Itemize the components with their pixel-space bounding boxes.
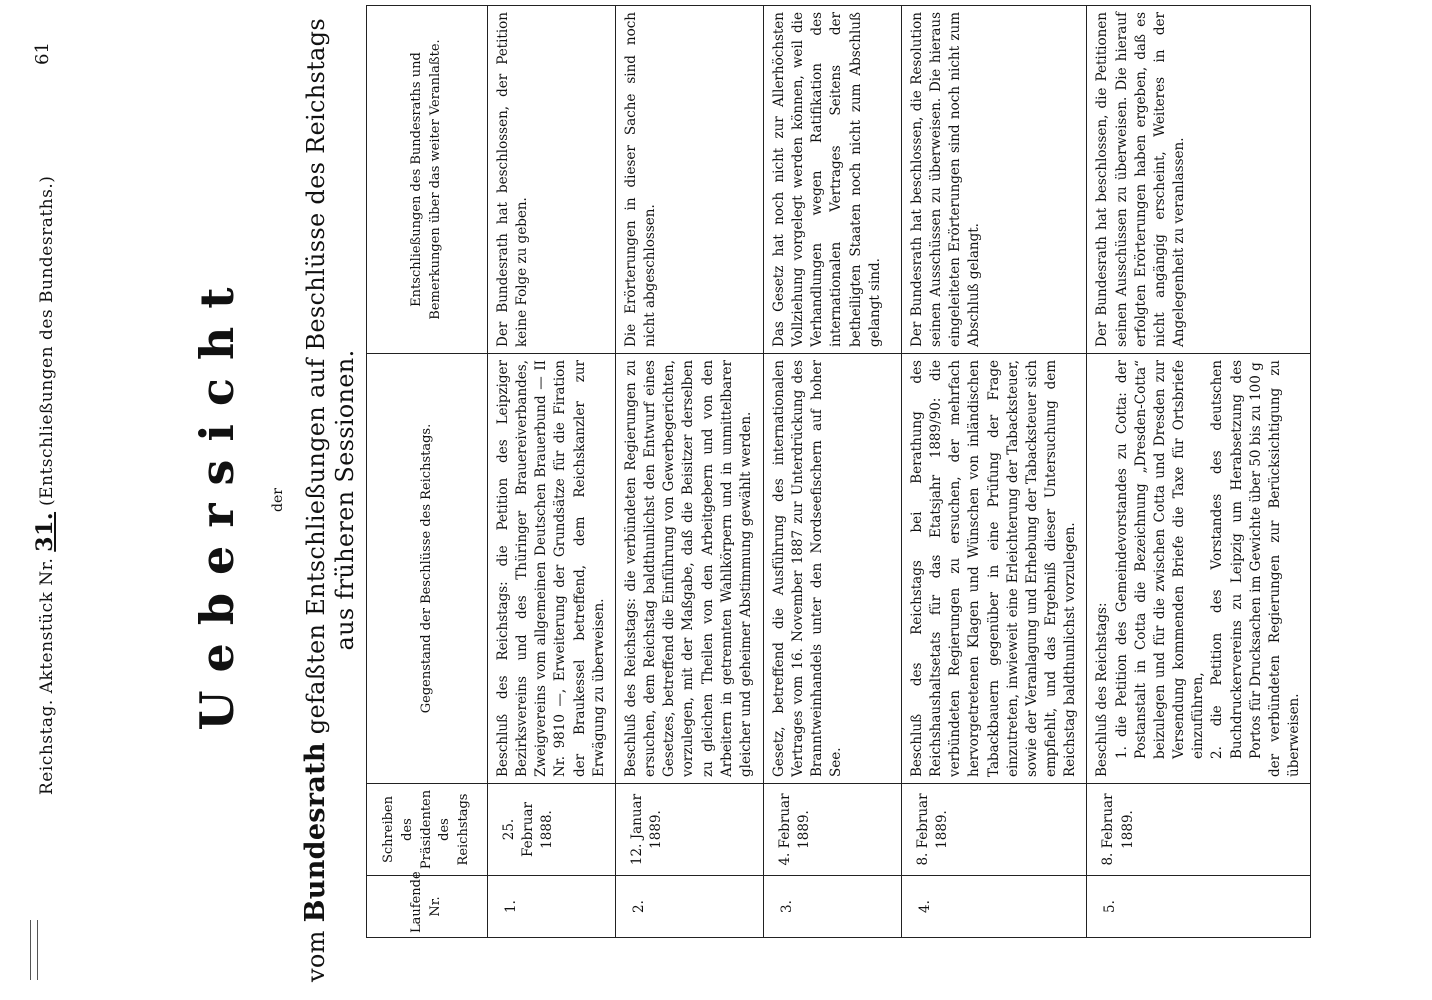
- row-decision: Der Bundesrath hat beschlossen, der Petition keine Folge zu geben.: [488, 6, 616, 354]
- row-number: 4.: [902, 876, 1087, 938]
- table-row: [1087, 6, 1311, 938]
- row-number: 5.: [1087, 876, 1311, 938]
- row-number: 1.: [488, 876, 616, 938]
- row-date: 8. Februar 1889.: [902, 784, 1087, 876]
- header-subject: Gegenstand der Beschlüsse des Reichstags.: [367, 354, 488, 784]
- row-number: 3.: [764, 876, 902, 938]
- header-letter: Schreiben des Präsidenten des Reichstags: [367, 784, 488, 876]
- running-head-text: Reichstag. Aktenstück: [37, 591, 57, 795]
- header-decision: Entschließungen des Bundesraths und Bemerkungen über das weiter Veranlaßte.: [367, 6, 488, 354]
- table-row: [488, 6, 616, 938]
- row-subject-item: 1. die Petition des Gemeindevorstandes zu Cotta: der Postanstalt in Cotta die Bezeichnung „Dresden-Cotta“ beizulegen und für die zwischen Cotta und Dresden zur Versendung kommenden Briefe die Taxe für Ortsbriefe einzuführen,: [1113, 360, 1207, 759]
- row-subject: Gesetz, betreffend die Ausführung des internationalen Vertrages vom 16. November 1887 zur Unterdrückung des Branntweinhandels unter den Nordseefischern auf hoher See.: [764, 354, 902, 784]
- subtitle-rest: gefaßten Entschließungen auf Beschlüsse des Reichstags aus früheren Sessionen.: [302, 18, 359, 735]
- running-head-left: [32, 176, 58, 795]
- row-date: 12. Januar 1889.: [616, 784, 764, 876]
- row-decision: Die Erörterungen in dieser Sache sind noch nicht abgeschlossen.: [616, 6, 764, 354]
- running-head-right: (Entschließungen des Bundesraths.): [37, 175, 57, 507]
- table-row: [764, 6, 902, 938]
- row-subject: [1087, 354, 1311, 784]
- row-decision: Der Bundesrath hat beschlossen, die Petitionen seinen Ausschüssen zu überweisen. Die hierauf erfolgten Erörterungen haben ergeben, daß es nicht angängig erscheint, Weiteres in der Angelegenheit zu veranlassen.: [1087, 6, 1311, 354]
- row-date: 25. Februar 1888.: [488, 784, 616, 876]
- subtitle-bold-word: Bundesrath: [300, 742, 331, 923]
- document-subtitle: [300, 0, 359, 1000]
- title-connector: der: [270, 488, 286, 512]
- running-head-nr: 31.: [32, 511, 58, 552]
- table-row: [902, 6, 1087, 938]
- table-row: [616, 6, 764, 938]
- row-number: 2.: [616, 876, 764, 938]
- row-date: 4. Februar 1889.: [764, 784, 902, 876]
- row-decision: Der Bundesrath hat beschlossen, die Resolution seinen Ausschüssen zu überweisen. Die hieraus eingeleiteten Erörterungen sind noch nicht zum Abschluß gelangt.: [902, 6, 1087, 354]
- row-subject: Beschluß des Reichstags: die Petition des Leipziger Bezirksvereins und des Thüringer Brauereiverbandes, Zweigvereins vom allgemeinen Deutschen Brauerbund — II Nr. 9810 —, Erweiterung der Grundsätze für die Firation der Braukessel betreffend, dem Reichskanzler zur Erwägung zu überweisen.: [488, 354, 616, 784]
- document-title: Uebersicht: [190, 269, 244, 731]
- row-subject-item: 2. die Petition des Vorstandes des deutschen Buchdruckervereins zu Leipzig um Herabsetzung des Portos für Drucksachen im Gewichte über 50 bis zu 100 g: [1209, 360, 1264, 759]
- overview-table: [366, 5, 1311, 938]
- row-subject-intro: Beschluß des Reichstags:: [1094, 602, 1111, 777]
- row-subject-tail: der verbündeten Regierungen zur Berücksichtigung zu überweisen.: [1266, 360, 1302, 777]
- subtitle-prefix: vom: [302, 930, 330, 982]
- row-subject: Beschluß des Reichstags bei Berathung des Reichshaushaltsetats für das Etatsjahr 1889/90: die verbündeten Regierungen zu ersuchen, der mehrfach hervorgetretenen Klagen und Wünschen von inländischen Tabackbauern gegenüber in eine Prüfung der Frage einzutreten, inwieweit eine Erleichterung der Tabacksteuer, sowie der Veranlagung und Erhebung der Tabacksteuer sich empfiehlt, und das Ergebniß dieser Untersuchung dem Reichstag baldthunlichst vorzulegen.: [902, 354, 1087, 784]
- row-subject: Beschluß des Reichstags: die verbündeten Regierungen zu ersuchen, dem Reichstag baldthunlichst den Entwurf eines Gesetzes, betreffend die Einführung von Gewerbegerichten, vorzulegen, mit der Maßgabe, daß die Beisitzer derselben zu gleichen Theilen von den Arbeitgebern und von den Arbeitern in getrennten Wahlkörpern und in unmittelbarer gleicher und geheimer Abstimmung gewählt werden.: [616, 354, 764, 784]
- running-head-nr-label: Nr.: [37, 557, 57, 586]
- row-decision: Das Gesetz hat noch nicht zur Allerhöchsten Vollziehung vorgelegt werden können, weil die Verhandlungen wegen Ratifikation des internationalen Vertrages Seitens der betheiligten Staaten noch nicht zum Abschluß gelangt sind.: [764, 6, 902, 354]
- row-date: 8. Februar 1889.: [1087, 784, 1311, 876]
- header-number: Laufende Nr.: [367, 876, 488, 938]
- page-number: 61: [32, 42, 53, 65]
- running-head: [18, 0, 58, 1000]
- table-header-row: [367, 6, 488, 938]
